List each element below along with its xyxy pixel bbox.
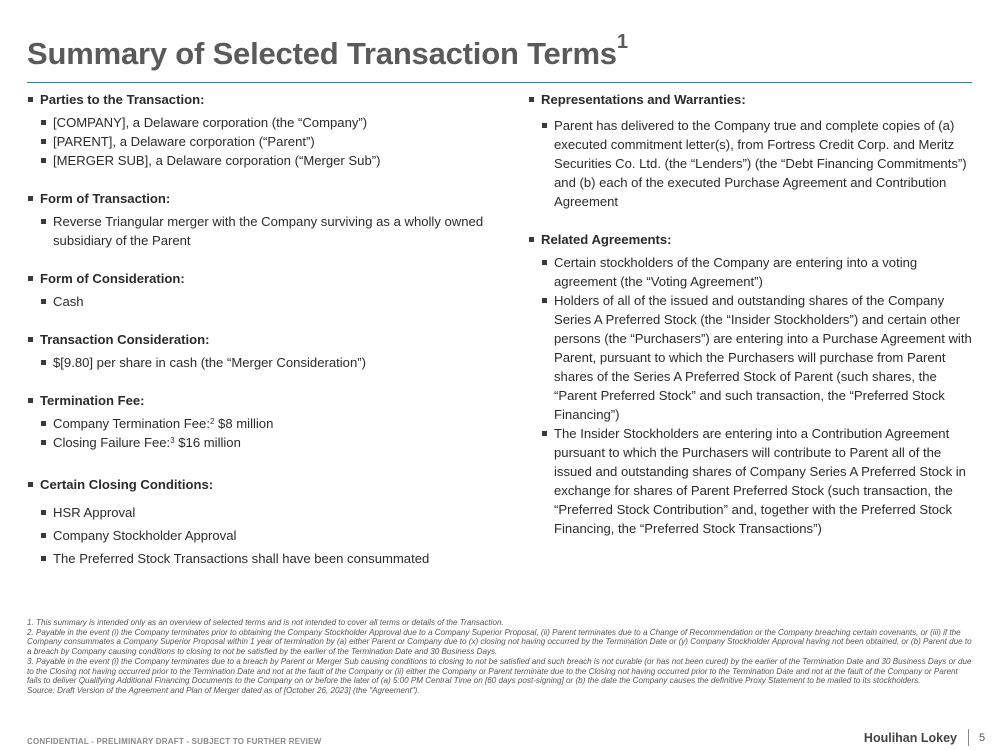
title-text: Summary of Selected Transaction Terms — [27, 36, 617, 71]
list-item — [27, 503, 497, 522]
list-item — [528, 116, 975, 211]
section-heading-text: Transaction Consideration: — [40, 332, 210, 347]
list-item — [27, 526, 497, 545]
list-item-text: Company Stockholder Approval — [53, 528, 237, 543]
list-item — [27, 433, 497, 452]
footnote-marker: 3 — [170, 436, 175, 445]
list-item-text: [COMPANY], a Delaware corporation (the “Company”) — [53, 115, 368, 130]
page-number: 5 — [979, 732, 986, 744]
square-bullet-icon — [28, 97, 33, 102]
section-closing-conditions — [27, 475, 497, 568]
square-bullet-icon — [41, 120, 46, 125]
list-item — [528, 291, 975, 424]
section-items — [528, 253, 975, 538]
section-heading — [27, 330, 497, 349]
section-heading-text: Related Agreements: — [541, 232, 672, 247]
section-items — [27, 353, 497, 372]
square-bullet-icon — [542, 431, 547, 436]
square-bullet-icon — [28, 196, 33, 201]
section-heading-text: Certain Closing Conditions: — [40, 477, 214, 492]
list-item-text: HSR Approval — [53, 505, 136, 520]
list-item-text: [PARENT], a Delaware corporation (“Parent”) — [53, 134, 315, 149]
section-heading-text: Parties to the Transaction: — [40, 92, 205, 107]
section-items — [27, 292, 497, 311]
section-heading-text: Termination Fee: — [40, 393, 145, 408]
section-heading — [27, 189, 497, 208]
source-note: Source: Draft Version of the Agreement and Plan of Merger dated as of [October 26, 2023] (the "Agreement"). — [27, 685, 420, 695]
section-items — [27, 414, 497, 452]
list-item — [27, 292, 497, 311]
square-bullet-icon — [41, 533, 46, 538]
section-heading — [528, 230, 975, 249]
square-bullet-icon — [41, 556, 46, 561]
list-item — [27, 113, 497, 132]
footnote: 2. Payable in the event (i) the Company terminates prior to obtaining the Company Stockholder Approval due to a Company Superior Proposal, (ii) Parent terminates due to a Change of Recommendation or the Company breaching certain covenants, or (iii) if the Company consummates a Company Superior Proposal within 1 year of termination by (a) either Parent or Company due to (x) closing not having occurred by the Termination Date or (y) Company Stockholder Approval having not been obtained, or (b) Parent due to a breach by Company causing conditions to closing to not be satisfied by the earlier of the Termination Date and 30 Business Days. — [27, 627, 972, 657]
square-bullet-icon — [529, 237, 534, 242]
square-bullet-icon — [542, 260, 547, 265]
square-bullet-icon — [41, 219, 46, 224]
section-heading — [27, 90, 497, 109]
section-items — [27, 503, 497, 568]
square-bullet-icon — [542, 123, 547, 128]
footer-divider — [968, 729, 969, 746]
section-transaction-consideration — [27, 330, 497, 372]
square-bullet-icon — [542, 298, 547, 303]
section-heading-text: Representations and Warranties: — [541, 92, 746, 107]
square-bullet-icon — [41, 360, 46, 365]
list-item-text: Holders of all of the issued and outstanding shares of the Company Series A Preferred Stock (the “Insider Stockholders”) and certain other persons (the “Purchasers”) are entering into a Purchase Agreement with Parent, pursuant to which the Purchasers will purchase from Parent shares of the Series A Preferred Stock of Parent (such shares, the “Parent Preferred Stock” and such transaction, the “Preferred Stock Financing”) — [554, 293, 972, 422]
list-item — [27, 549, 497, 568]
list-item-text: Reverse Triangular merger with the Company surviving as a wholly owned subsidiary of the Parent — [53, 214, 484, 248]
list-item — [27, 151, 497, 170]
section-items — [528, 116, 975, 211]
square-bullet-icon — [41, 299, 46, 304]
list-item — [27, 353, 497, 372]
list-item — [528, 253, 975, 291]
list-item — [528, 424, 975, 538]
square-bullet-icon — [41, 440, 46, 445]
square-bullet-icon — [41, 158, 46, 163]
square-bullet-icon — [41, 510, 46, 515]
footnote-marker: 2 — [209, 417, 215, 426]
section-items — [27, 113, 497, 170]
square-bullet-icon — [529, 97, 534, 102]
list-item-text: The Preferred Stock Transactions shall have been consummated — [53, 551, 430, 566]
right-column — [528, 90, 975, 538]
list-item-text: Parent has delivered to the Company true and complete copies of (a) executed commitment letter(s), from Fortress Credit Corp. and Meritz Securities Co. Ltd. (the “Lenders”) (the “Debt Financing Commitments”) and (b) each of the executed Purchase Agreement and Contribution Agreement — [554, 118, 967, 209]
square-bullet-icon — [41, 139, 46, 144]
list-item-text: Company Termination Fee: — [53, 416, 210, 431]
list-item-text: The Insider Stockholders are entering into a Contribution Agreement pursuant to which the Purchasers will contribute to Parent all of the issued and outstanding shares of Company Series A Preferred Stock in exchange for shares of Parent Preferred Stock (such transaction, the “Preferred Stock Contribution” and, together with the Preferred Stock Financing, the “Preferred Stock Transactions”) — [554, 426, 966, 536]
list-item-value: $8 million — [214, 416, 274, 431]
list-item-text: [MERGER SUB], a Delaware corporation (“Merger Sub”) — [53, 153, 381, 168]
page-title — [27, 31, 628, 72]
footnotes — [27, 618, 972, 696]
list-item-text: Cash — [53, 294, 84, 309]
section-heading — [27, 391, 497, 410]
brand-logo: Houlihan Lokey — [863, 731, 957, 745]
list-item-text: $[9.80] per share in cash (the “Merger Consideration”) — [53, 355, 366, 370]
section-related-agreements — [528, 230, 975, 538]
square-bullet-icon — [28, 398, 33, 403]
title-divider — [27, 82, 972, 83]
square-bullet-icon — [28, 482, 33, 487]
section-heading — [27, 475, 497, 494]
section-heading — [27, 269, 497, 288]
section-parties — [27, 90, 497, 170]
section-form-of-transaction — [27, 189, 497, 250]
section-heading — [528, 90, 975, 109]
section-representations — [528, 90, 975, 211]
square-bullet-icon — [28, 276, 33, 281]
section-items — [27, 212, 497, 250]
section-heading-text: Form of Consideration: — [40, 271, 185, 286]
section-termination-fee — [27, 391, 497, 452]
confidential-label: CONFIDENTIAL - PRELIMINARY DRAFT - SUBJECT TO FURTHER REVIEW — [27, 737, 322, 746]
square-bullet-icon — [28, 337, 33, 342]
left-column — [27, 90, 497, 568]
list-item-text: Certain stockholders of the Company are entering into a voting agreement (the “Voting Agreement”) — [554, 255, 918, 289]
footnote: 1. This summary is intended only as an overview of selected terms and is not intended to cover all terms or details of the Transaction. — [27, 618, 504, 627]
section-form-of-consideration — [27, 269, 497, 311]
list-item — [27, 212, 497, 250]
footnote: 3. Payable in the event (i) the Company terminates due to a breach by Parent or Merger Sub causing conditions to closing to not be satisfied and such breach is not curable (or has not been cured) by the earlier of the Termination Date and 30 Business Days or due to the Closing not having occurred prior to the Termination Date and not at the fault of the Company or (ii) either the Company or Parent terminate due to the Closing not having occurred prior to the Termination Date and not at the fault of the Company or Parent fails to deliver Qualifying Additional Financing Documents to the Company on or before the later of (a) 5:00 PM Central Time on [60 days post-signing] or (b) the date the Company causes the definitive Proxy Statement to be mailed to its stockholders. — [27, 656, 972, 686]
list-item — [27, 132, 497, 151]
list-item — [27, 414, 497, 433]
list-item-value: $16 million — [174, 435, 241, 450]
square-bullet-icon — [41, 421, 46, 426]
section-heading-text: Form of Transaction: — [40, 191, 171, 206]
list-item-text: Closing Failure Fee: — [53, 435, 171, 450]
title-footnote-marker: 1 — [616, 31, 628, 53]
